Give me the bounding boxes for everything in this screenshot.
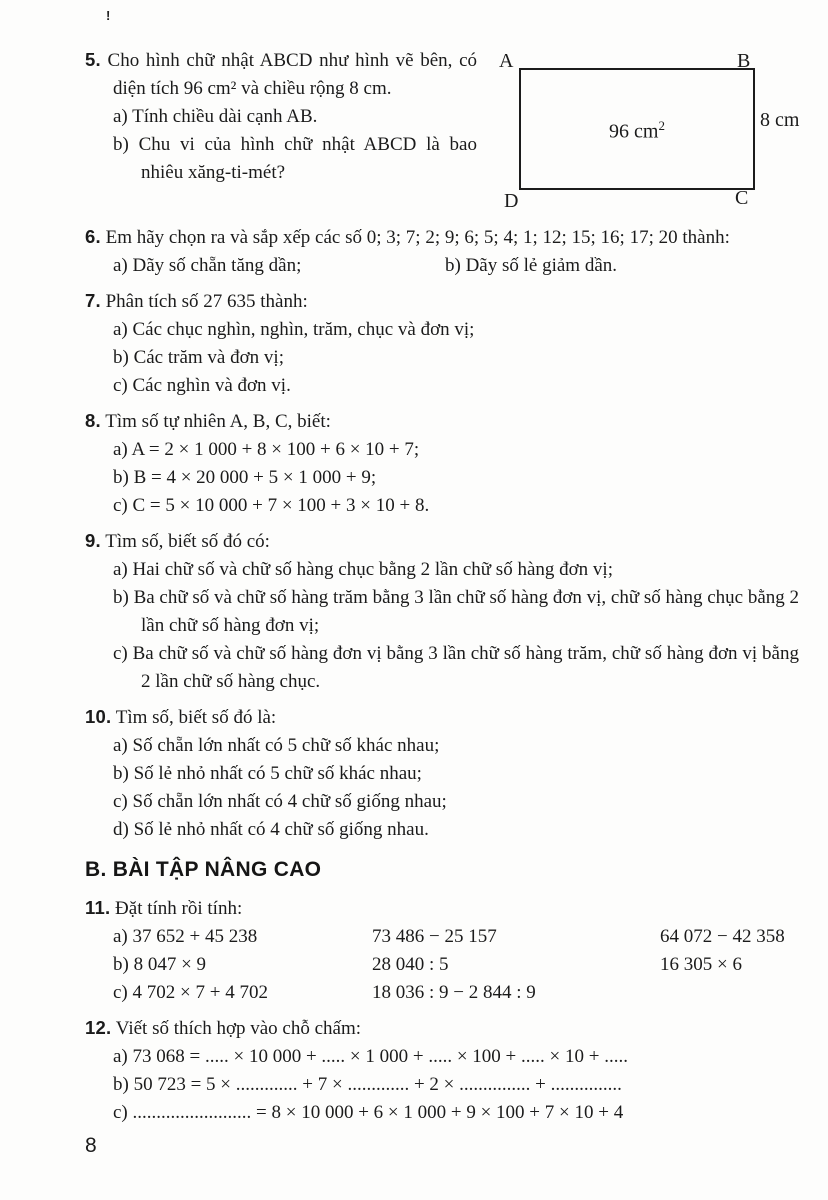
problem-7-item-b: b) Các trăm và đơn vị; <box>113 347 284 368</box>
problem-10-item-a: a) Số chẵn lớn nhất có 5 chữ số khác nhau; <box>113 735 440 756</box>
exercise-cell <box>660 979 799 1007</box>
problem-9-item-b: b) Ba chữ số và chữ số hàng trăm bằng 3 lần chữ số hàng đơn vị, chữ số hàng chục bằng 2 lần chữ số hàng đơn vị; <box>113 587 800 636</box>
problem-body: Phân tích số 27 635 thành: <box>105 291 308 312</box>
problem-number: 9. <box>85 530 101 551</box>
problem-8 <box>85 407 799 520</box>
exercise-cell: a) 37 652 + 45 238 <box>113 926 258 947</box>
problem-6-item-a: a) Dãy số chẵn tăng dần; <box>113 255 302 276</box>
exercise-cell: c) 4 702 × 7 + 4 702 <box>113 982 268 1003</box>
exercise-cell: b) 8 047 × 9 <box>113 954 207 975</box>
problem-12-item-a: a) 73 068 = ..... × 10 000 + ..... × 1 000 + ..... × 100 + ..... × 10 + ..... <box>113 1046 628 1067</box>
corner-label-c: C <box>735 187 749 209</box>
problem-10-item-c: c) Số chẵn lớn nhất có 4 chữ số giống nhau; <box>113 791 447 812</box>
problem-10-item-d: d) Số lẻ nhỏ nhất có 4 chữ số giống nhau. <box>113 819 429 840</box>
problem-6 <box>85 223 799 280</box>
problem-number: 11. <box>85 897 111 918</box>
problem-number: 8. <box>85 410 101 431</box>
problem-number: 7. <box>85 290 101 311</box>
problem-9 <box>85 527 799 696</box>
corner-label-a: A <box>499 50 514 72</box>
problem-body: Em hãy chọn ra và sắp xếp các số 0; 3; 7; 2; 9; 6; 5; 4; 1; 12; 15; 16; 17; 20 thành: <box>105 227 730 248</box>
problem-5-statement <box>85 46 477 103</box>
problem-11 <box>85 894 799 1007</box>
page-number: 8 <box>85 1134 97 1157</box>
problem-9-item-a: a) Hai chữ số và chữ số hàng chục bằng 2 lần chữ số hàng đơn vị; <box>113 559 613 580</box>
exercise-cell: 16 305 × 6 <box>660 954 742 975</box>
problem-6-items <box>113 252 799 280</box>
exercise-cell: 18 036 : 9 − 2 844 : 9 <box>372 982 536 1003</box>
problem-number: 10. <box>85 706 112 727</box>
problem-8-item-a: a) A = 2 × 1 000 + 8 × 100 + 6 × 10 + 7; <box>113 439 420 460</box>
problem-number: 6. <box>85 226 101 247</box>
area-label <box>609 112 665 146</box>
problem-6-item-b: b) Dãy số lẻ giảm dần. <box>445 255 618 276</box>
problem-body: Tìm số, biết số đó là: <box>115 707 277 728</box>
problem-body: Viết số thích hợp vào chỗ chấm: <box>115 1018 362 1039</box>
corner-label-d: D <box>504 190 519 212</box>
problem-9-item-c: c) Ba chữ số và chữ số hàng đơn vị bằng 3 lần chữ số hàng trăm, chữ số hàng đơn vị bằng 2 lần chữ số hàng chục. <box>113 643 799 692</box>
problem-6-statement <box>85 223 799 252</box>
problem-7 <box>85 287 799 400</box>
problem-11-exercise-grid <box>113 923 799 1007</box>
area-value: 96 cm <box>609 120 659 143</box>
problem-8-item-b: b) B = 4 × 20 000 + 5 × 1 000 + 9; <box>113 467 377 488</box>
problem-body: Tìm số tự nhiên A, B, C, biết: <box>105 411 331 432</box>
problem-8-item-c: c) C = 5 × 10 000 + 7 × 100 + 3 × 10 + 8. <box>113 495 430 516</box>
problem-5-text <box>85 46 477 214</box>
problem-10-item-b: b) Số lẻ nhỏ nhất có 5 chữ số khác nhau; <box>113 763 422 784</box>
rectangle-shape <box>519 68 755 190</box>
problem-10 <box>85 703 799 844</box>
problem-5 <box>85 46 799 214</box>
exercise-cell: 28 040 : 5 <box>372 954 449 975</box>
problem-5-item-b: b) Chu vi của hình chữ nhật ABCD là bao nhiêu xăng-ti-mét? <box>113 134 477 183</box>
problem-7-statement <box>85 287 799 316</box>
problem-body: Tìm số, biết số đó có: <box>105 531 270 552</box>
problem-7-item-c: c) Các nghìn và đơn vị. <box>113 375 291 396</box>
rectangle-figure <box>499 46 817 214</box>
section-b-heading: B. BÀI TẬP NÂNG CAO <box>85 858 322 881</box>
problem-9-statement <box>85 527 799 556</box>
problem-11-statement <box>85 894 799 923</box>
area-exponent: 2 <box>658 118 665 134</box>
side-length-label: 8 cm <box>760 109 800 131</box>
problem-body: Cho hình chữ nhật ABCD như hình vẽ bên, có diện tích 96 cm² và chiều rộng 8 cm. <box>107 50 478 99</box>
problem-10-statement <box>85 703 799 732</box>
problem-5-item-a: a) Tính chiều dài cạnh AB. <box>113 106 318 127</box>
problem-12 <box>85 1014 799 1127</box>
problem-body: Đặt tính rồi tính: <box>115 898 243 919</box>
exercise-cell: 73 486 − 25 157 <box>372 926 497 947</box>
problem-8-statement <box>85 407 799 436</box>
problem-number: 5. <box>85 49 101 70</box>
exercise-cell: 64 072 − 42 358 <box>660 926 785 947</box>
page-content <box>85 46 799 1134</box>
corner-label-b: B <box>737 50 751 72</box>
problem-7-item-a: a) Các chục nghìn, nghìn, trăm, chục và đơn vị; <box>113 319 475 340</box>
stray-print-mark: ! <box>106 8 111 23</box>
problem-number: 12. <box>85 1017 112 1038</box>
problem-12-item-b: b) 50 723 = 5 × ............. + 7 × ............. + 2 × ............... + ............... <box>113 1074 622 1095</box>
problem-12-statement <box>85 1014 799 1043</box>
problem-12-item-c: c) ......................... = 8 × 10 000 + 6 × 1 000 + 9 × 100 + 7 × 10 + 4 <box>113 1102 624 1123</box>
